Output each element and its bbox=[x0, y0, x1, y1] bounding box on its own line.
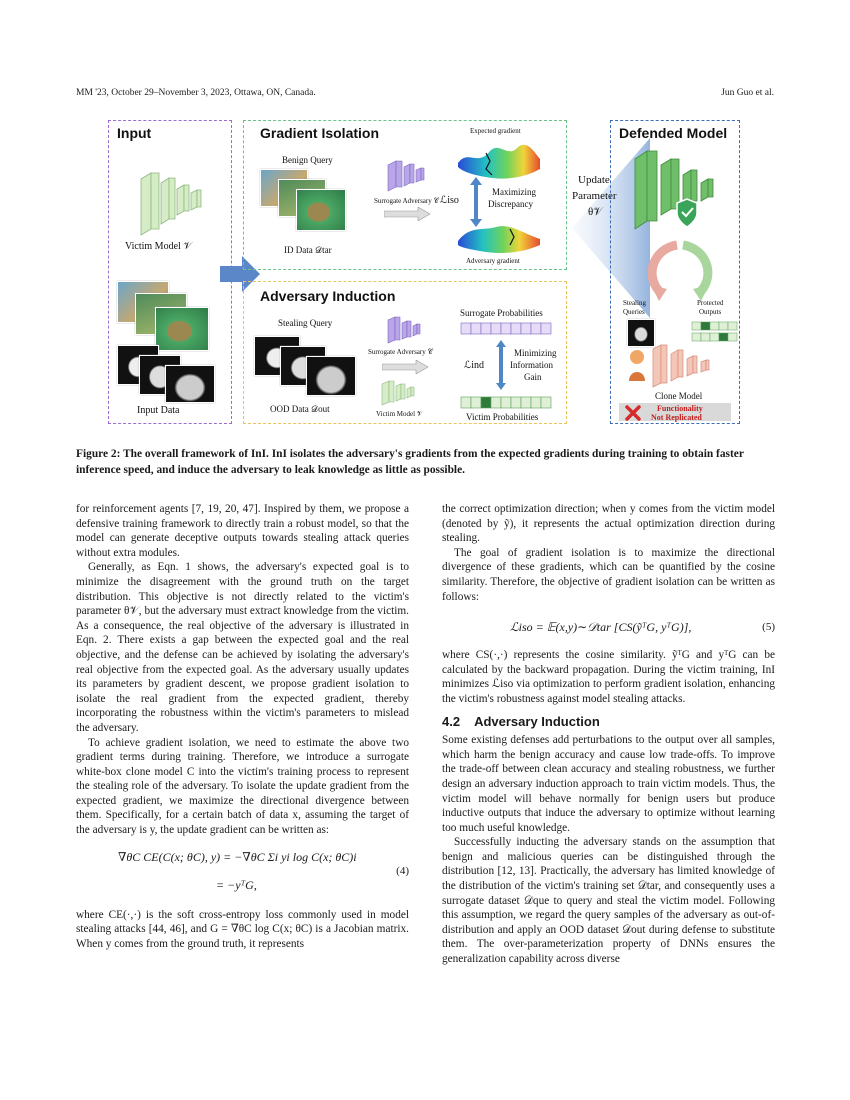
section-heading bbox=[442, 715, 775, 730]
def-title: Defended Model bbox=[619, 125, 728, 141]
victim-model-icon-small bbox=[378, 376, 418, 408]
update-label: Update bbox=[578, 174, 610, 186]
left-paragraph-4: where CE(·,·) is the soft cross-entropy loss commonly used in model stealing attacks [44, 46], and G = ∇θC log C(x; θC) is a Jacobian matrix. When y comes from the ground truth, it represents bbox=[76, 908, 409, 950]
stealing-queries-label-1: Stealing bbox=[623, 299, 646, 307]
left-paragraph-3: To achieve gradient isolation, we need to estimate the above two gradient terms during training. Therefore, we introduce a surrogate white-box clone model C into the victim's training process to represent the stealing role of the adversary. To isolate the update gradient from the expected gradient, we maximize the directional divergence between them. Specifically, for a certain batch of data x, assuming the target of the adversary is y, the update gradient can be written as: bbox=[76, 736, 409, 837]
adversary-person-icon bbox=[627, 347, 647, 383]
surrogate-prob-bar bbox=[460, 322, 552, 336]
l-iso-label: ℒiso bbox=[440, 195, 459, 206]
left-column bbox=[76, 502, 409, 951]
victim-model-label: Victim Model 𝒱 bbox=[125, 241, 192, 252]
adversary-gradient-surface bbox=[456, 221, 542, 255]
right-paragraph-3: where CS(·,·) represents the cosine similarity. ỹᵀG and yᵀG can be calculated by the backward propagation. During the victim training, InI minimizes ℒiso via optimization to perform gradient isolation, enhancing the victim's robustness against model stealing attacks. bbox=[442, 649, 775, 705]
victim-prob-bar bbox=[460, 396, 552, 410]
section-number: 4.2 bbox=[442, 713, 461, 729]
eq4-number: (4) bbox=[396, 864, 409, 877]
functionality-label-2: Not Replicated bbox=[651, 413, 702, 422]
input-photo-3 bbox=[155, 307, 209, 351]
victim-model-small-label: Victim Model 𝒱 bbox=[376, 410, 423, 418]
l-ind-label: ℒind bbox=[464, 360, 484, 371]
section-title: Adversary Induction bbox=[474, 713, 600, 729]
cross-icon bbox=[625, 405, 641, 421]
expected-gradient-label: Expected gradient bbox=[470, 127, 521, 135]
input-panel bbox=[108, 120, 232, 424]
clone-model-label: Clone Model bbox=[655, 391, 703, 401]
stealing-queries-label-2: Queries bbox=[623, 308, 645, 316]
defended-model-icon bbox=[631, 143, 727, 237]
clone-model-icon bbox=[649, 339, 719, 391]
victim-probabilities-label: Victim Probabilities bbox=[466, 412, 539, 422]
surrogate-adversary-label-2: Surrogate Adversary 𝒞 bbox=[368, 348, 433, 356]
left-paragraph-2: Generally, as Eqn. 1 shows, the adversary's expected goal is to minimize the disagreement with the ground truth on the target distribution. This objective is not directly related to the victim's parameter θ𝒱, but the adversary must extract knowledge from the victim. As a consequence, the real objective of the adversary is illustrated in Eqn. 2. There exists a gap between the expected goal and the real objective, and the defense can be achieved by isolating the adversary's real objective from the expected goal. As the adversary usually updates its parameters by gradient descent, we propose gradient isolation to isolate the real gradient from the expected gradient, thereby incorporating the robustness within the victim's parameters to mislead the adversary. bbox=[76, 561, 409, 734]
running-header-left: MM '23, October 29–November 3, 2023, Ottawa, ON, Canada. bbox=[76, 88, 316, 98]
maximizing-label: Maximizing bbox=[492, 187, 536, 197]
victim-model-icon bbox=[137, 159, 207, 239]
surrogate-probabilities-label: Surrogate Probabilities bbox=[460, 308, 543, 318]
stealing-query-label: Stealing Query bbox=[278, 318, 333, 328]
theta-v-label: θ𝒱 bbox=[588, 206, 603, 218]
eq5-line: ℒiso = 𝔼(x,y)∼𝒟tar [CS(ỹᵀG, yᵀG)], bbox=[510, 620, 692, 635]
cycle-arrows bbox=[637, 239, 723, 303]
protected-outputs-label-2: Outputs bbox=[699, 308, 722, 316]
input-mnist-3 bbox=[165, 365, 215, 403]
discrepancy-label: Discrepancy bbox=[488, 199, 533, 209]
right-paragraph-2: The goal of gradient isolation is to maximize the directional divergence of these gradients, which can be quantified by the cosine similarity. Therefore, the objective of gradient isolation can be written as follows: bbox=[442, 546, 775, 603]
ind-title: Adversary Induction bbox=[260, 288, 396, 304]
eq4-line-2: = −yᵀG, bbox=[216, 877, 257, 892]
surrogate-adversary-label: Surrogate Adversary 𝒞 bbox=[374, 197, 439, 205]
expected-gradient-surface bbox=[456, 137, 542, 181]
functionality-label-1: Functionality bbox=[657, 404, 703, 413]
id-data-label: ID Data 𝒟tar bbox=[284, 245, 332, 255]
benign-query-label: Benign Query bbox=[282, 155, 333, 165]
right-paragraph-1: the correct optimization direction; when y comes from the victim model (denoted by ỹ), it represents the actual optimization direction during stealing. bbox=[442, 503, 775, 545]
figure-caption: Figure 2: The overall framework of InI. InI isolates the adversary's gradients from the expected gradients during training to obtain faster inference speed, and induce the adversary to leak knowledge as little as possible. bbox=[76, 448, 744, 476]
input-data-label: Input Data bbox=[137, 405, 180, 416]
benign-photo-3 bbox=[296, 189, 346, 231]
surrogate-model-icon bbox=[384, 155, 430, 193]
gradient-isolation-panel bbox=[243, 120, 567, 270]
eq4-line-1: ∇θC CE(C(x; θC), y) = −∇θC Σi yi log C(x; θC)i bbox=[118, 849, 357, 864]
surrogate-model-icon-2 bbox=[384, 312, 424, 346]
minimizing-label: Minimizing bbox=[514, 348, 557, 358]
defended-model-panel bbox=[610, 120, 740, 424]
figure-2 bbox=[108, 118, 742, 430]
ood-data-label: OOD Data 𝒟out bbox=[270, 404, 330, 414]
left-paragraph-1: for reinforcement agents [7, 19, 20, 47]. Inspired by them, we propose a defensive training framework to directly train a robust model, so that the model can generate deceptive outputs towards stealing attack queries without extra modules. bbox=[76, 503, 409, 559]
adversary-gradient-label: Adversary gradient bbox=[466, 257, 520, 265]
iso-title: Gradient Isolation bbox=[260, 125, 380, 141]
parameter-label: Parameter bbox=[572, 190, 617, 202]
right-paragraph-5: Successfully inducting the adversary stands on the assumption that benign and malicious queries can be distinguished through the distribution [12, 13]. Practically, the adversary has limited knowledge of the distribution of the victim's training set 𝒟tar, and consequently uses a surrogate dataset 𝒟que to query and steal the victim model. Following this assumption, we regard the query samples of the adversary as out-of-distribution and apply an OOD dataset 𝒟out during defense to substitute them. The over-parameterization property of DNNs ensures the generalization capability across diverse bbox=[442, 836, 775, 966]
double-arrow-icon bbox=[470, 177, 482, 227]
gain-label: Gain bbox=[524, 372, 542, 382]
right-arrow-small-icon bbox=[384, 207, 432, 221]
information-label: Information bbox=[510, 360, 553, 370]
eq5-number: (5) bbox=[762, 621, 775, 634]
equation-5 bbox=[442, 604, 775, 648]
adversary-induction-panel bbox=[243, 281, 567, 424]
running-header-right: Jun Guo et al. bbox=[721, 88, 774, 98]
double-arrow-icon-2 bbox=[496, 340, 506, 390]
right-arrow-small-icon-2 bbox=[382, 360, 430, 374]
right-paragraph-4: Some existing defenses add perturbations to the output over all samples, which harm the benign accuracy and cause low trade-offs. To improve the trade-off between clean accuracy and stealing robustness, we further design an adversary induction approach to train victim models. Thus, the victim model will behave normally for benign users but produce inductive outputs that induce the adversary to optimize without learning too much useful knowledge. bbox=[442, 734, 775, 834]
input-title: Input bbox=[117, 125, 152, 141]
right-column bbox=[442, 502, 775, 967]
ood-image-3 bbox=[306, 356, 356, 396]
equation-4 bbox=[76, 838, 409, 908]
protected-outputs-label-1: Protected bbox=[697, 299, 724, 307]
